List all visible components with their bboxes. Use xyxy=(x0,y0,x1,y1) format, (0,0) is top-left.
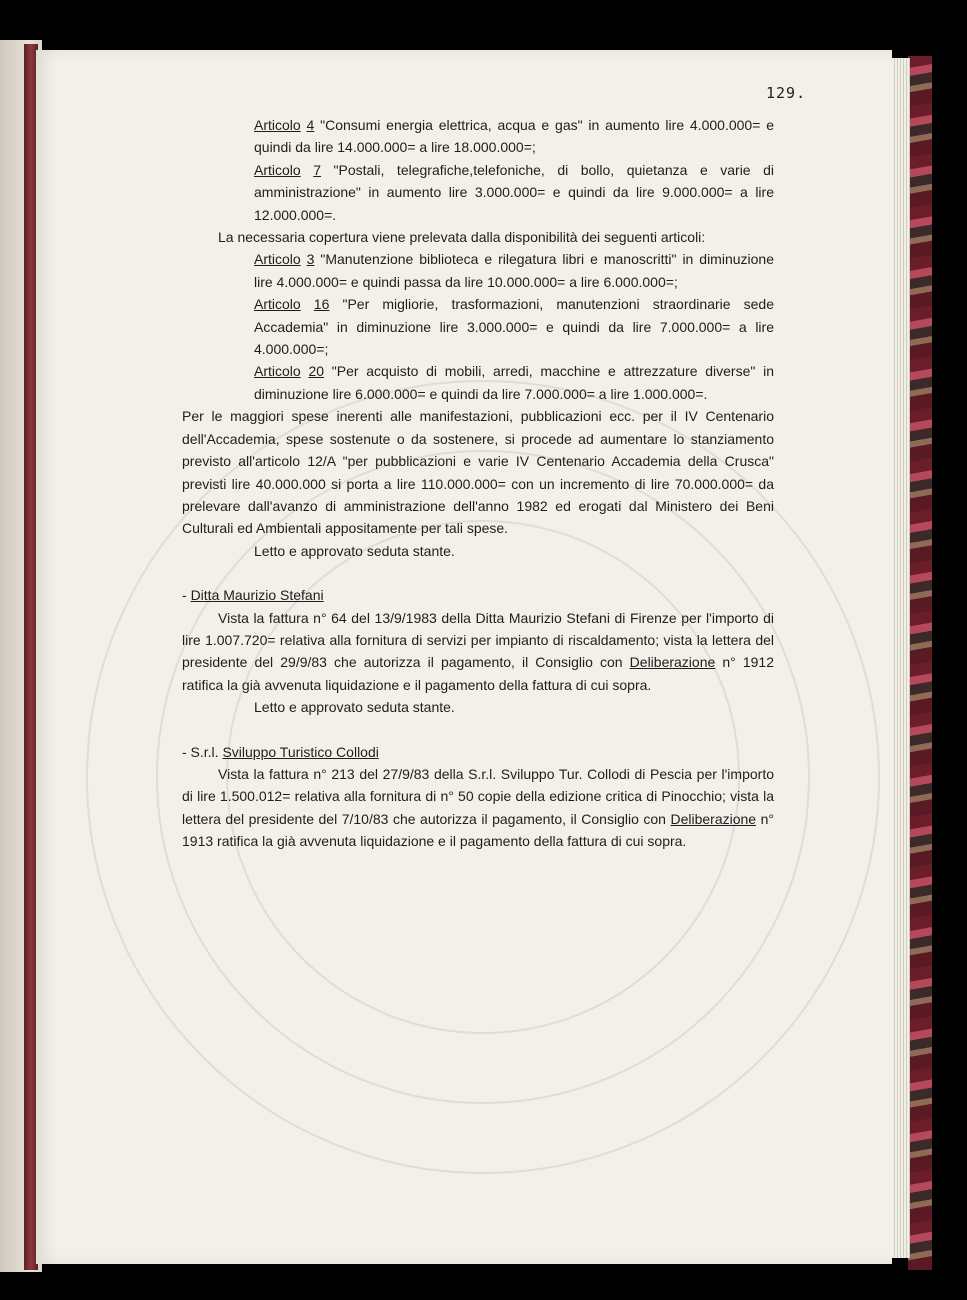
paragraph xyxy=(218,293,774,360)
article-number: 20 xyxy=(308,363,325,380)
article-number: 7 xyxy=(313,161,322,178)
paragraph xyxy=(218,248,774,293)
article-label: Articolo xyxy=(254,296,301,313)
paragraph-text: "Consumi energia elettrica, acqua e gas" in aumento lire 4.000.000= e quindi da lire 14.000.000= a lire 18.000.000=; xyxy=(254,117,774,156)
paragraph: Letto e approvato seduta stante. xyxy=(254,542,455,559)
paragraph: Per le maggiori spese inerenti alle manifestazioni, pubblicazioni ecc. per il IV Centenario dell'Accademia, spese sostenute o da sostenere, si procede ad aumentare lo stanziamento previsto all'articolo 12/A "per pubblicazioni e varie IV Centenario Accademia della Crusca" previsti lire 40.000.000 si porta a lire 110.000.000= con un incremento di lire 70.000.000= da prelevare dall'avanzo di amministrazione dell'anno 1982 ed erogati dal Ministero dei Beni Culturali ed Ambientali appositamente per tali spese. xyxy=(182,408,774,537)
article-label: Articolo xyxy=(254,251,301,268)
paragraph: La necessaria copertura viene prelevata dalla disponibilità dei seguenti articoli: xyxy=(218,229,706,246)
paragraph-text: Vista la fattura n° 213 del 27/9/83 della S.r.l. Sviluppo Tur. Collodi di Pescia per l'importo di lire 1.500.012= relativa alla fornitura di n° 50 copie della edizione critica di Pinocchio; vista la lettera del presidente del 7/10/83 che autorizza il pagamento, il Consiglio con xyxy=(182,765,774,827)
section-title: Sviluppo Turistico Collodi xyxy=(222,743,379,760)
paragraph xyxy=(218,114,774,159)
paragraph xyxy=(218,360,774,405)
article-label: Articolo xyxy=(254,161,301,178)
section-title: Ditta Maurizio Stefani xyxy=(190,587,324,604)
deliberation-label: Deliberazione xyxy=(670,810,757,827)
paragraph: Letto e approvato seduta stante. xyxy=(254,699,455,716)
paragraph-text: n° 1913 ratifica la già avvenuta liquidazione e il pagamento della fattura di cui sopra. xyxy=(182,810,774,850)
deliberation-label: Deliberazione xyxy=(629,654,716,671)
article-label: Articolo xyxy=(254,117,301,133)
document-body xyxy=(182,114,775,853)
paragraph-text: n° 1912 ratifica la già avvenuta liquidazione e il pagamento della fattura di cui sopra. xyxy=(182,654,775,693)
paragraph-text: Vista la fattura n° 64 del 13/9/1983 della Ditta Maurizio Stefani di Firenze per l'importo di lire 1.007.720= relativa alla fornitura di servizi per impianto di riscaldamento; vista la lettera del presidente del 29/9/83 che autorizza il pagamento, il Consiglio con xyxy=(182,609,774,671)
section-heading xyxy=(182,741,774,763)
section-dash: - xyxy=(182,587,191,604)
article-number: 3 xyxy=(306,251,315,268)
section-heading xyxy=(182,584,774,606)
paragraph xyxy=(218,159,774,226)
paragraph-text: "Per migliorie, trasformazioni, manutenzioni straordinarie sede Accademia" in diminuzione lire 3.000.000= e quindi da lire 7.000.000= a lire 4.000.000=; xyxy=(254,296,774,358)
article-number: 16 xyxy=(313,296,330,313)
paragraph xyxy=(182,763,774,853)
article-number: 4 xyxy=(306,117,315,133)
paragraph-text: "Postali, telegrafiche,telefoniche, di bollo, quietanza e varie di amministrazione" in aumento lire 3.000.000= e quindi da lire 9.000.000= a lire 12.000.000=. xyxy=(254,161,775,223)
page-number: 129. xyxy=(766,84,807,102)
article-label: Articolo xyxy=(254,363,301,380)
section-dash: - S.r.l. xyxy=(182,743,223,760)
paragraph-text: "Manutenzione biblioteca e rilegatura libri e manoscritti" in diminuzione lire 4.000.000= e quindi passa da lire 10.000.000= a lire 6.000.000=; xyxy=(254,251,774,290)
marbled-cover xyxy=(908,56,932,1270)
paragraph-text: "Per acquisto di mobili, arredi, macchine e attrezzature diverse" in diminuzione lire 6.000.000= e quindi da lire 7.000.000= a lire 1.000.000=. xyxy=(254,363,774,402)
paragraph xyxy=(182,607,774,697)
